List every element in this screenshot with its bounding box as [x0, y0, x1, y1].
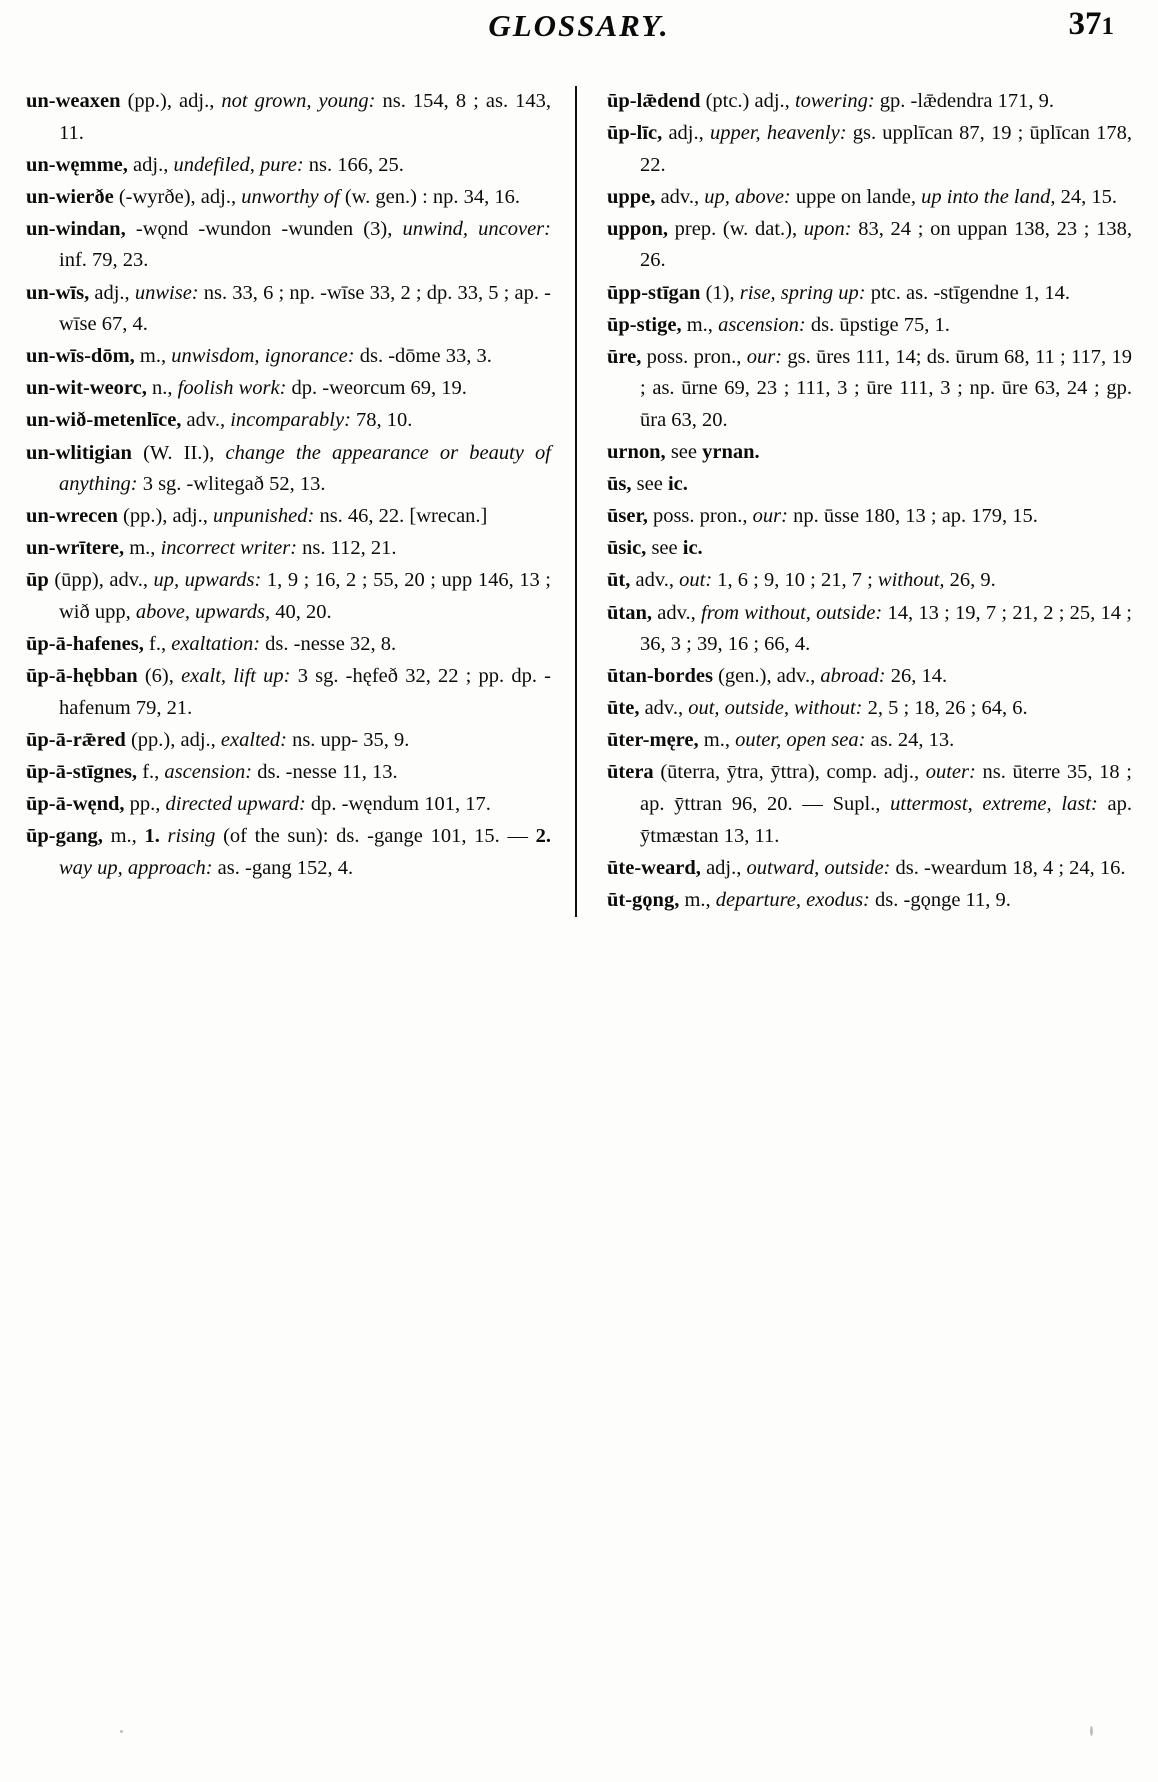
- entry-headword: un-wit-weorc,: [26, 377, 147, 400]
- entry-definition: m., 1. rising (of the sun): ds. -gange 101, 15. — 2. way up, approach: as. -gang 152, 4.: [59, 825, 552, 879]
- entry-headword: ūs,: [607, 473, 632, 496]
- entry-definition: see ic.: [631, 473, 688, 496]
- entry-definition: poss. pron., our: gs. ūres 111, 14; ds. ūrum 68, 11 ; 117, 19 ; as. ūrne 69, 23 ; 111, 3 ; ūre 111, 3 ; np. ūre 63, 24 ; gp. ūra 63, 20.: [640, 345, 1132, 431]
- glossary-entry: [26, 278, 551, 341]
- entry-headword: ūp-ā-hafenes,: [26, 633, 144, 656]
- entry-headword: ūp-lǣdend: [607, 90, 701, 112]
- entry-definition: f., exaltation: ds. -nesse 32, 8.: [143, 633, 397, 656]
- entry-headword: un-wierðe: [26, 185, 114, 208]
- entry-definition: m., outer, open sea: as. 24, 13.: [698, 729, 955, 752]
- page-number: [1069, 6, 1115, 43]
- glossary-entry: [607, 501, 1132, 533]
- glossary-entry: [26, 725, 551, 757]
- entry-definition: m., incorrect writer: ns. 112, 21.: [124, 537, 397, 560]
- entry-definition: (ūpp), adv., up, upwards: 1, 9 ; 16, 2 ; 55, 20 ; upp 146, 13 ; wið upp, above, upwards, 40, 20.: [48, 569, 551, 623]
- glossary-entry: [26, 821, 551, 884]
- glossary-entry: [607, 437, 1132, 469]
- glossary-entry: [26, 757, 551, 789]
- entry-headword: uppon,: [607, 217, 668, 240]
- page-number-tail: 1: [1101, 13, 1114, 40]
- glossary-entry: [26, 341, 551, 373]
- page-number-main: 37: [1068, 6, 1102, 42]
- entry-headword: un-wīs-dōm,: [26, 345, 135, 368]
- glossary-entry: [607, 118, 1132, 181]
- entry-definition: adv., up, above: uppe on lande, up into the land, 24, 15.: [655, 185, 1118, 208]
- glossary-entry: [26, 373, 551, 405]
- glossary-entry: [26, 789, 551, 821]
- entry-headword: un-wīs,: [26, 281, 90, 304]
- glossary-entry: [26, 661, 551, 724]
- entry-headword: ūp: [26, 569, 49, 592]
- glossary-entry: [607, 661, 1132, 693]
- entry-headword: un-weaxen: [26, 90, 121, 112]
- glossary-entry: [607, 693, 1132, 725]
- entry-headword: ūp-ā-stīgnes,: [26, 760, 138, 783]
- glossary-entry: [26, 182, 551, 214]
- entry-headword: ūt-gǫng,: [607, 888, 680, 911]
- entry-definition: m., unwisdom, ignorance: ds. -dōme 33, 3.: [134, 345, 492, 368]
- entry-definition: (W. II.), change the appearance or beauty of anything: 3 sg. -wlitegað 52, 13.: [59, 441, 551, 496]
- glossary-entry: [607, 469, 1132, 501]
- entry-definition: adj., outward, outside: ds. -weardum 18, 4 ; 24, 16.: [700, 856, 1126, 879]
- entry-headword: ūser,: [607, 505, 648, 528]
- entry-definition: adv., from without, outside: 14, 13 ; 19, 7 ; 21, 2 ; 25, 14 ; 36, 3 ; 39, 16 ; 66, 4.: [640, 601, 1132, 656]
- entry-headword: ūsic,: [607, 537, 647, 560]
- glossary-entry: [607, 853, 1132, 885]
- glossary-entry: [607, 342, 1132, 437]
- entry-headword: ūre,: [607, 345, 642, 368]
- entry-definition: pp., directed upward: dp. -węndum 101, 17.: [124, 793, 491, 816]
- entry-headword: ūpp-stīgan: [607, 281, 701, 304]
- glossary-entry: [607, 598, 1132, 661]
- entry-headword: uppe,: [607, 185, 656, 208]
- entry-definition: adj., undefiled, pure: ns. 166, 25.: [127, 153, 404, 176]
- entry-headword: un-windan,: [26, 217, 126, 240]
- entry-definition: see ic.: [646, 537, 703, 560]
- entry-headword: ūtera: [607, 761, 654, 784]
- glossary-entry: [607, 214, 1132, 277]
- glossary-entry: [607, 278, 1132, 310]
- glossary-entry: [607, 757, 1132, 852]
- entry-definition: (pp.), adj., exalted: ns. upp- 35, 9.: [125, 728, 410, 751]
- glossary-columns: [26, 86, 1132, 917]
- entry-definition: (-wyrðe), adj., unworthy of (w. gen.) : np. 34, 16.: [113, 185, 521, 208]
- entry-definition: adv., out: 1, 6 ; 9, 10 ; 21, 7 ; without, 26, 9.: [630, 569, 996, 592]
- entry-headword: un-wrītere,: [26, 537, 125, 560]
- glossary-entry: [607, 310, 1132, 342]
- entry-definition: (1), rise, spring up: ptc. as. -stīgendne 1, 14.: [700, 281, 1070, 304]
- entry-headword: urnon,: [607, 441, 666, 464]
- entry-definition: -wǫnd -wundon -wunden (3), unwind, uncover: inf. 79, 23.: [59, 217, 551, 272]
- glossary-entry: [26, 150, 551, 182]
- glossary-entry: [607, 182, 1132, 214]
- entry-definition: (gen.), adv., abroad: 26, 14.: [712, 665, 948, 688]
- glossary-entry: [607, 885, 1132, 917]
- entry-definition: adv., out, outside, without: 2, 5 ; 18, 26 ; 64, 6.: [639, 697, 1028, 720]
- entry-headword: ūtan-bordes: [607, 665, 713, 688]
- entry-definition: n., foolish work: dp. -weorcum 69, 19.: [146, 377, 467, 400]
- glossary-entry: [607, 725, 1132, 757]
- entry-headword: ūp-ā-rǣred: [26, 728, 126, 751]
- entry-headword: un-wlitigian: [26, 441, 132, 464]
- glossary-entry: [26, 405, 551, 437]
- speck: [1090, 1726, 1093, 1736]
- glossary-entry: [26, 438, 551, 501]
- entry-definition: (6), exalt, lift up: 3 sg. -hęfeð 32, 22 ; pp. dp. -hafenum 79, 21.: [59, 665, 552, 719]
- entry-headword: ūte,: [607, 697, 640, 720]
- glossary-column-right: [575, 86, 1132, 917]
- glossary-entry: [607, 565, 1132, 597]
- entry-headword: ūp-stige,: [607, 313, 682, 336]
- entry-definition: (pp.), adj., unpunished: ns. 46, 22. [wrecan.]: [117, 505, 488, 528]
- glossary-entry: [607, 533, 1132, 565]
- entry-definition: see yrnan.: [665, 441, 760, 464]
- entry-definition: m., ascension: ds. ūpstige 75, 1.: [681, 313, 950, 336]
- page-speckles: [0, 1726, 1158, 1746]
- entry-definition: adv., incomparably: 78, 10.: [181, 409, 413, 432]
- speck: [120, 1730, 123, 1733]
- entry-definition: (ptc.) adj., towering: gp. -lǣdendra 171, 9.: [700, 90, 1055, 112]
- page-header: [0, 8, 1158, 54]
- glossary-entry: [26, 86, 551, 149]
- entry-headword: un-wrecen: [26, 505, 118, 528]
- entry-headword: un-wið-metenlīce,: [26, 409, 182, 432]
- glossary-entry: [26, 501, 551, 533]
- entry-definition: (ūterra, ȳtra, ȳttra), comp. adj., outer: ns. ūterre 35, 18 ; ap. ȳttran 96, 20. — Supl., uttermost, extreme, last: ap. ȳtmæstan 13, 11.: [640, 761, 1132, 847]
- glossary-entry: [26, 629, 551, 661]
- glossary-entry: [26, 533, 551, 565]
- entry-definition: adj., upper, heavenly: gs. upplīcan 87, 19 ; ūplīcan 178, 22.: [640, 122, 1132, 176]
- glossary-entry: [607, 86, 1132, 118]
- entry-definition: prep. (w. dat.), upon: 83, 24 ; on uppan 138, 23 ; 138, 26.: [640, 217, 1132, 272]
- entry-headword: un-węmme,: [26, 153, 128, 176]
- entry-headword: ūte-weard,: [607, 856, 701, 879]
- entry-headword: ūter-męre,: [607, 729, 699, 752]
- entry-definition: f., ascension: ds. -nesse 11, 13.: [137, 760, 398, 783]
- entry-definition: poss. pron., our: np. ūsse 180, 13 ; ap. 179, 15.: [647, 505, 1038, 528]
- entry-headword: ūp-ā-węnd,: [26, 793, 125, 816]
- entry-headword: ūp-ā-hębban: [26, 665, 138, 688]
- entry-headword: ūtan,: [607, 601, 653, 624]
- glossary-entry: [26, 565, 551, 628]
- entry-headword: ūp-gang,: [26, 825, 103, 848]
- entry-definition: m., departure, exodus: ds. -gǫnge 11, 9.: [679, 888, 1011, 911]
- entry-headword: ūp-līc,: [607, 122, 663, 145]
- page-title: GLOSSARY.: [488, 8, 670, 43]
- entry-headword: ūt,: [607, 569, 631, 592]
- glossary-entry: [26, 214, 551, 277]
- entry-definition: (pp.), adj., not grown, young: ns. 154, 8 ; as. 143, 11.: [59, 90, 552, 144]
- entry-definition: adj., unwise: ns. 33, 6 ; np. -wīse 33, 2 ; dp. 33, 5 ; ap. -wīse 67, 4.: [59, 281, 551, 336]
- glossary-column-left: [26, 86, 575, 917]
